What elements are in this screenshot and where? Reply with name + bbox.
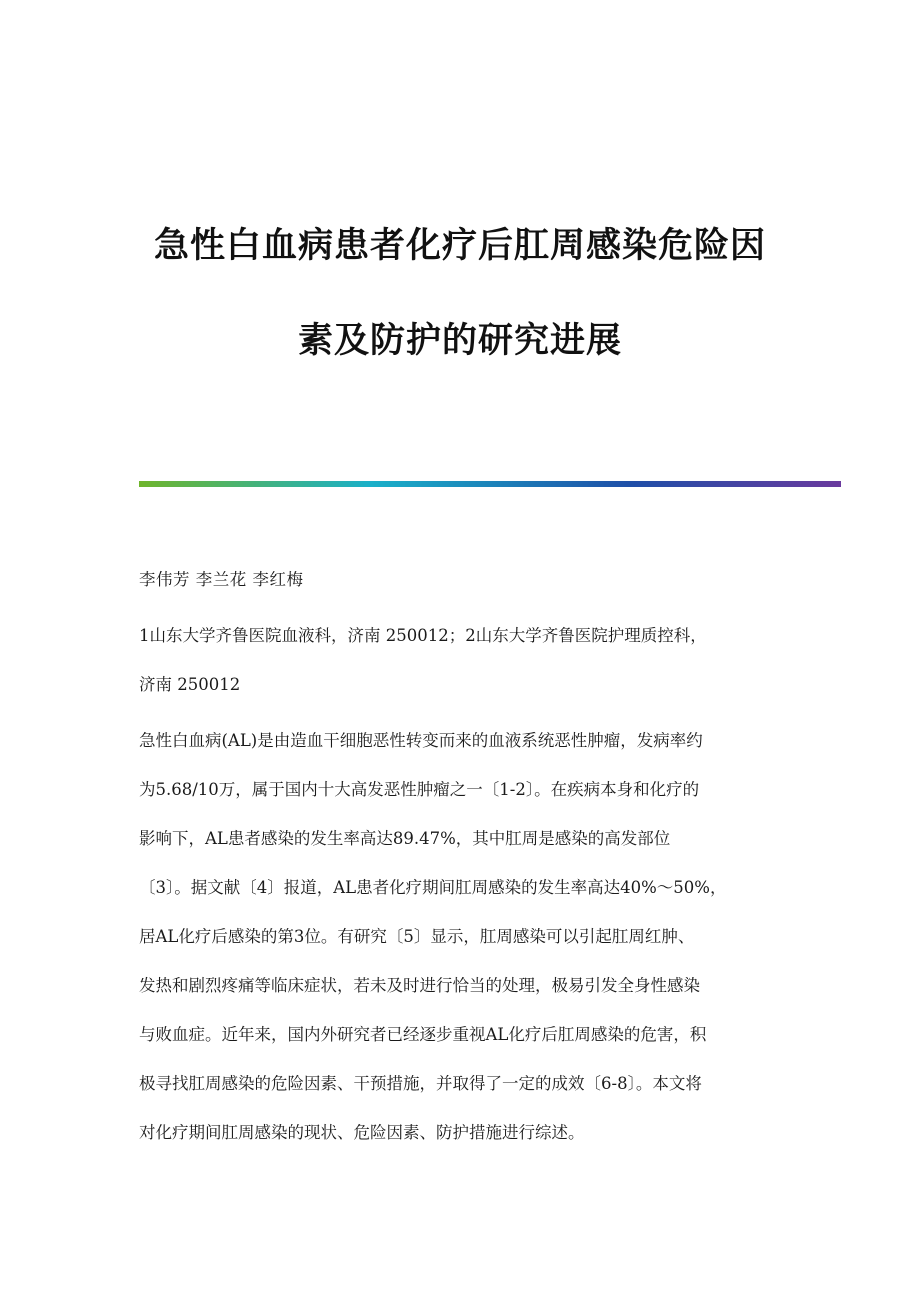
abstract-line: 影响下，AL患者感染的发生率高达89.47%，其中肛周是感染的高发部位 xyxy=(139,829,671,848)
gradient-divider xyxy=(139,481,841,487)
abstract-line: 发热和剧烈疼痛等临床症状，若未及时进行恰当的处理，极易引发全身性感染 xyxy=(139,976,700,995)
document-title-line-1: 急性白血病患者化疗后肛周感染危险因 xyxy=(153,226,766,266)
document-title-line-2: 素及防护的研究进展 xyxy=(297,321,622,361)
abstract-paragraph xyxy=(139,716,789,1157)
abstract-line: 极寻找肛周感染的危险因素、干预措施，并取得了一定的成效〔6-8〕。本文将 xyxy=(139,1074,702,1093)
abstract-line: 急性白血病(AL)是由造血干细胞恶性转变而来的血液系统恶性肿瘤，发病率约 xyxy=(139,731,703,750)
abstract-line: 与败血症。近年来，国内外研究者已经逐步重视AL化疗后肛周感染的危害，积 xyxy=(139,1025,707,1044)
abstract-line: 对化疗期间肛周感染的现状、危险因素、防护措施进行综述。 xyxy=(139,1123,585,1142)
abstract-line: 居AL化疗后感染的第3位。有研究〔5〕显示，肛周感染可以引起肛周红肿、 xyxy=(139,927,695,946)
abstract-line: 为5.68/10万，属于国内十大高发恶性肿瘤之一〔1-2〕。在疾病本身和化疗的 xyxy=(139,780,700,799)
gradient-divider-bar xyxy=(139,481,841,487)
affiliation xyxy=(139,611,789,709)
affiliation-line: 济南 250012 xyxy=(139,675,241,694)
affiliation-line: 1山东大学齐鲁医院血液科，济南 250012；2山东大学齐鲁医院护理质控科， xyxy=(139,626,707,645)
authors: 李伟芳 李兰花 李红梅 xyxy=(139,570,304,589)
abstract-line: 〔3〕。据文献〔4〕报道，AL患者化疗期间肛周感染的发生率高达40%～50%， xyxy=(139,878,727,897)
